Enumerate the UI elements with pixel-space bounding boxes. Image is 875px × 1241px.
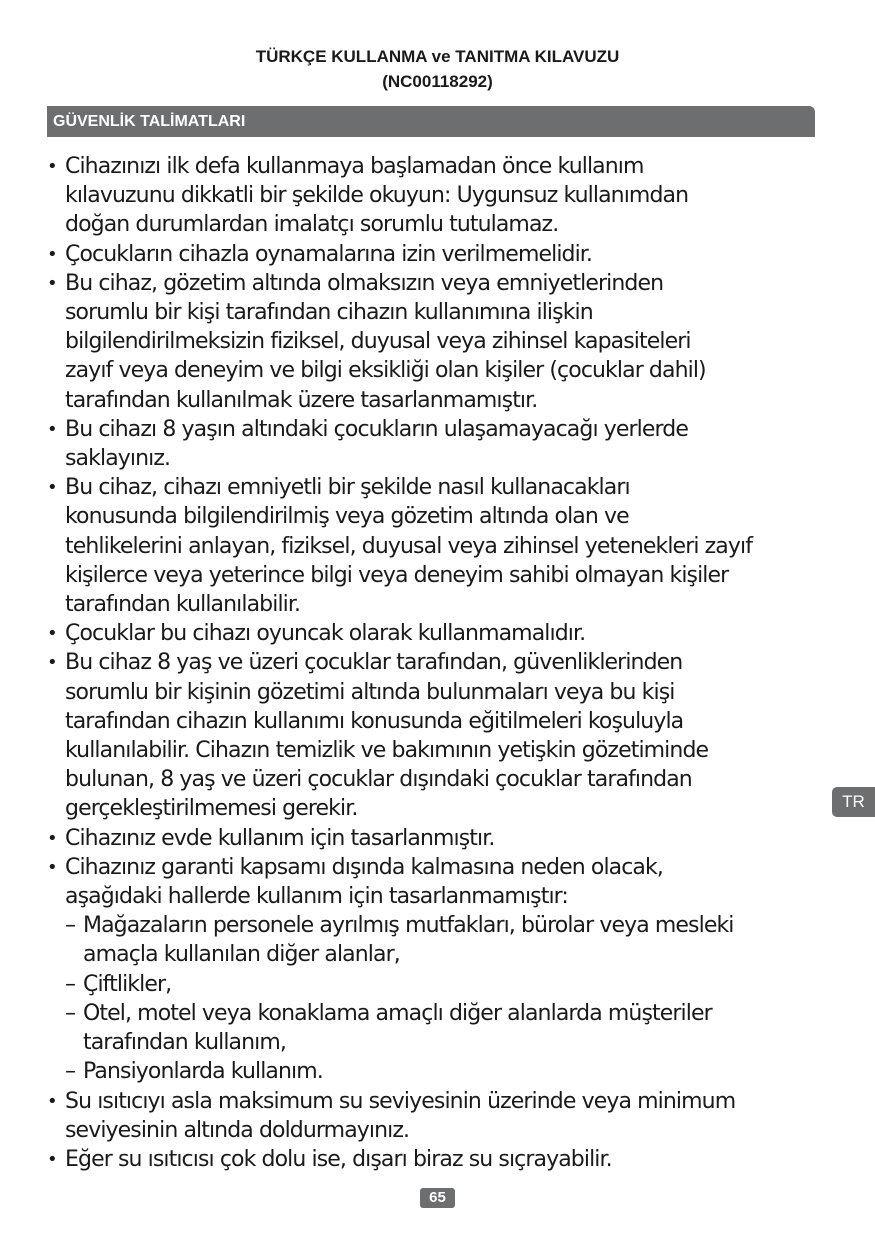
list-item	[47, 240, 822, 269]
text-line: seviyesinin altında doldurmayınız.	[65, 1117, 410, 1143]
text-line: Çocuklar bu cihazı oyuncak olarak kullanmamalıdır.	[65, 621, 586, 647]
text-line: kişilerce veya yeterince bilgi veya deneyim sahibi olmayan kişiler	[65, 562, 729, 588]
dash-icon: –	[65, 913, 76, 939]
page-number: 65	[420, 1188, 455, 1208]
document-title	[0, 44, 875, 94]
dash-icon: –	[65, 971, 76, 997]
text-line: sorumlu bir kişi tarafından cihazın kullanımına ilişkin	[65, 300, 593, 326]
text-line: aşağıdaki hallerde kullanım için tasarlanmamıştır:	[65, 884, 568, 910]
text-line: Bu cihaz 8 yaş ve üzeri çocuklar tarafından, güvenliklerinden	[65, 650, 683, 676]
dash-icon: –	[65, 1000, 76, 1026]
list-item	[47, 152, 822, 240]
bullet-icon: •	[47, 652, 57, 674]
bullet-icon: •	[47, 156, 57, 177]
text-line: kullanılabilir. Cihazın temizlik ve bakımının yetişkin gözetiminde	[65, 738, 709, 764]
sub-list-item	[65, 911, 822, 969]
text-line: kılavuzunu dikkatli bir şekilde okuyun: Uygunsuz kullanımdan	[65, 183, 689, 209]
text-line: Cihazınız evde kullanım için tasarlanmıştır.	[65, 825, 495, 851]
list-item	[47, 1087, 822, 1145]
sub-list-item	[65, 1057, 822, 1086]
bullet-icon: •	[47, 243, 57, 265]
list-item	[47, 619, 822, 648]
list-item	[47, 648, 822, 823]
document-code: (NC00118292)	[382, 72, 493, 91]
text-line: konusunda bilgilendirilmiş veya gözetim altında olan ve	[65, 504, 629, 530]
dash-icon: –	[65, 1059, 76, 1085]
bullet-icon: •	[47, 1090, 57, 1112]
bullet-icon: •	[47, 1148, 57, 1170]
text-line: Bu cihaz, gözetim altında olmaksızın veya emniyetlerinden	[65, 270, 664, 296]
text-line: Bu cihazı 8 yaşın altındaki çocukların ulaşamayacağı yerlerde	[65, 416, 688, 442]
bullet-icon: •	[47, 477, 57, 499]
text-line: tehlikelerini anlayan, fiziksel, duyusal veya zihinsel yetenekleri zayıf	[65, 533, 753, 559]
list-item	[47, 415, 822, 473]
section-header-bar: GÜVENLİK TALİMATLARI	[47, 106, 815, 137]
text-line: tarafından kullanım,	[83, 1030, 287, 1056]
text-line: tarafından kullanılmak üzere tasarlanmamıştır.	[65, 387, 538, 413]
text-line: sorumlu bir kişinin gözetimi altında bulunmaları veya bu kişi	[65, 679, 675, 705]
text-line: amaçla kullanılan diğer alanlar,	[83, 942, 400, 968]
list-item	[47, 824, 822, 853]
text-line: saklayınız.	[65, 446, 171, 472]
text-line: Bu cihaz, cihazı emniyetli bir şekilde nasıl kullanacakları	[65, 475, 630, 501]
text-line: doğan durumlardan imalatçı sorumlu tutulamaz.	[65, 212, 559, 238]
text-line: gerçekleştirilmemesi gerekir.	[65, 796, 358, 822]
list-item	[47, 473, 822, 619]
text-line: Çocukların cihazla oynamalarına izin verilmemelidir.	[65, 241, 593, 267]
list-item	[47, 853, 822, 911]
bullet-icon: •	[47, 272, 57, 294]
text-line: Cihazınız garanti kapsamı dışında kalmasına neden olacak,	[65, 854, 663, 880]
text-line: Eğer su ısıtıcısı çok dolu ise, dışarı biraz su sıçrayabilir.	[65, 1146, 612, 1172]
bullet-icon: •	[47, 827, 57, 849]
text-line: Pansiyonlarda kullanım.	[83, 1059, 323, 1085]
safety-instructions-list	[47, 152, 822, 1174]
bullet-icon: •	[47, 856, 57, 878]
sub-list-item	[65, 970, 822, 999]
text-line: bilgilendirilmeksizin fiziksel, duyusal veya zihinsel kapasiteleri	[65, 329, 691, 355]
text-line: Mağazaların personele ayrılmış mutfakları, bürolar veya mesleki	[83, 913, 734, 939]
text-line: Cihazınızı ilk defa kullanmaya başlamadan önce kullanım	[65, 154, 644, 179]
bullet-icon: •	[47, 418, 57, 440]
text-line: tarafından kullanılabilir.	[65, 592, 301, 618]
bullet-icon: •	[47, 623, 57, 645]
text-line: tarafından cihazın kullanımı konusunda eğitilmeleri koşuluyla	[65, 708, 684, 734]
text-line: Otel, motel veya konaklama amaçlı diğer alanlarda müşteriler	[83, 1000, 712, 1026]
text-line: Su ısıtıcıyı asla maksimum su seviyesinin üzerinde veya minimum	[65, 1088, 736, 1114]
list-item	[47, 1145, 822, 1174]
text-line: zayıf veya deneyim ve bilgi eksikliği olan kişiler (çocuklar dahil)	[65, 358, 706, 384]
text-line: Çiftlikler,	[83, 971, 172, 997]
text-line: bulunan, 8 yaş ve üzeri çocuklar dışındaki çocuklar tarafından	[65, 767, 692, 793]
list-item	[47, 269, 822, 415]
language-tab: TR	[832, 787, 875, 817]
sub-list-item	[65, 999, 822, 1057]
document-title-line-1: TÜRKÇE KULLANMA ve TANITMA KILAVUZU	[255, 47, 620, 66]
